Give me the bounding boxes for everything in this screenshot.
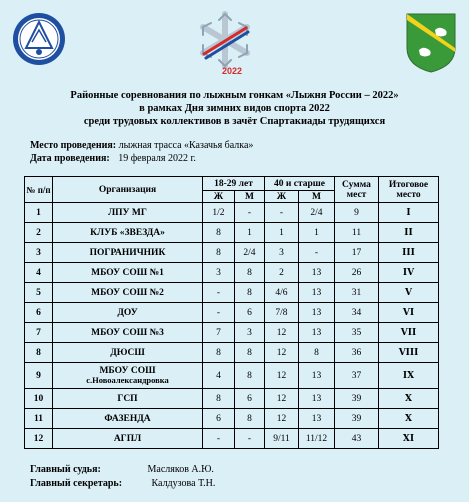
row-number: 1 — [25, 203, 53, 223]
row-men-40-plus: 13 — [299, 283, 335, 303]
row-final-place: X — [379, 389, 439, 409]
row-organization: МБОУ СОШ №2 — [53, 283, 203, 303]
table-row — [25, 243, 439, 263]
row-women-18-29: 8 — [203, 223, 235, 243]
row-women-18-29: - — [203, 283, 235, 303]
row-men-40-plus: 11/12 — [299, 429, 335, 449]
row-organization: ДОУ — [53, 303, 203, 323]
row-sum: 17 — [335, 243, 379, 263]
venue-value: лыжная трасса «Казачья балка» — [118, 140, 254, 151]
row-men-40-plus: - — [299, 243, 335, 263]
row-number: 8 — [25, 343, 53, 363]
row-sum: 37 — [335, 363, 379, 389]
header-men-2: М — [299, 191, 335, 203]
row-number: 6 — [25, 303, 53, 323]
chief-judge-label: Главный судья: — [30, 464, 101, 475]
header-line-3: среди трудовых коллективов в зачёт Спартакиады трудящихся — [83, 116, 386, 127]
row-women-40-plus: 12 — [265, 343, 299, 363]
row-number: 4 — [25, 263, 53, 283]
row-sum: 26 — [335, 263, 379, 283]
row-women-18-29: 8 — [203, 343, 235, 363]
header-final-place: Итоговое место — [379, 177, 439, 203]
row-organization: ФАЗЕНДА — [53, 409, 203, 429]
row-organization: ПОГРАНИЧНИК — [53, 243, 203, 263]
chief-secretary-label: Главный секретарь: — [30, 478, 123, 489]
header-line-1: Районные соревнования по лыжным гонкам «Лыжня России – 2022» — [70, 90, 399, 101]
table-row — [25, 303, 439, 323]
row-final-place: VIII — [379, 343, 439, 363]
venue-info — [30, 140, 253, 152]
row-men-18-29: - — [235, 203, 265, 223]
row-men-40-plus: 1 — [299, 223, 335, 243]
row-men-18-29: 2/4 — [235, 243, 265, 263]
row-women-18-29: 8 — [203, 243, 235, 263]
row-men-18-29: - — [235, 429, 265, 449]
row-women-18-29: 7 — [203, 323, 235, 343]
row-organization: ЛПУ МГ — [53, 203, 203, 223]
row-number: 10 — [25, 389, 53, 409]
header-age-40-plus: 40 и старше — [265, 177, 335, 191]
row-number: 7 — [25, 323, 53, 343]
row-men-18-29: 8 — [235, 283, 265, 303]
row-women-18-29: 4 — [203, 363, 235, 389]
center-logo-year: 2022 — [221, 66, 243, 76]
row-number: 5 — [25, 283, 53, 303]
header-men-1: М — [235, 191, 265, 203]
row-women-18-29: - — [203, 429, 235, 449]
date-label: Дата проведения: — [30, 153, 110, 164]
chief-judge — [30, 464, 214, 476]
row-women-18-29: 3 — [203, 263, 235, 283]
row-final-place: IV — [379, 263, 439, 283]
row-final-place: XI — [379, 429, 439, 449]
row-final-place: X — [379, 409, 439, 429]
row-organization: АГПЛ — [53, 429, 203, 449]
row-women-18-29: 1/2 — [203, 203, 235, 223]
table-row — [25, 223, 439, 243]
row-final-place: VI — [379, 303, 439, 323]
table-row — [25, 409, 439, 429]
chief-secretary — [30, 478, 215, 490]
row-men-18-29: 8 — [235, 409, 265, 429]
row-women-18-29: 6 — [203, 409, 235, 429]
row-number: 12 — [25, 429, 53, 449]
row-sum: 9 — [335, 203, 379, 223]
row-men-40-plus: 13 — [299, 389, 335, 409]
row-women-40-plus: 1 — [265, 223, 299, 243]
row-women-40-plus: 4/6 — [265, 283, 299, 303]
coat-of-arms-logo — [405, 12, 457, 74]
row-sum: 35 — [335, 323, 379, 343]
chief-judge-name: Масляков А.Ю. — [147, 464, 214, 475]
row-women-40-plus: - — [265, 203, 299, 223]
row-organization: МБОУ СОШ №3 — [53, 323, 203, 343]
row-women-40-plus: 7/8 — [265, 303, 299, 323]
table-row — [25, 389, 439, 409]
row-organization: ДЮСШ — [53, 343, 203, 363]
row-women-40-plus: 9/11 — [265, 429, 299, 449]
row-men-40-plus: 13 — [299, 409, 335, 429]
table-row — [25, 203, 439, 223]
row-organization-location: с.Новоалександровка — [86, 375, 169, 385]
table-row — [25, 363, 439, 389]
header-age-18-29: 18-29 лет — [203, 177, 265, 191]
row-men-40-plus: 13 — [299, 363, 335, 389]
row-men-18-29: 1 — [235, 223, 265, 243]
sports-emblem-logo — [12, 12, 66, 66]
row-men-18-29: 6 — [235, 303, 265, 323]
row-number: 11 — [25, 409, 53, 429]
chief-secretary-name: Калдузова Т.Н. — [151, 478, 216, 489]
header-women-2: Ж — [265, 191, 299, 203]
row-number: 3 — [25, 243, 53, 263]
row-women-18-29: 8 — [203, 389, 235, 409]
row-sum: 34 — [335, 303, 379, 323]
row-men-18-29: 8 — [235, 263, 265, 283]
venue-label: Место проведения: — [30, 140, 117, 151]
row-number: 9 — [25, 363, 53, 389]
row-men-40-plus: 13 — [299, 263, 335, 283]
row-organization: МБОУ СОШ с.Новоалександровка — [53, 363, 203, 389]
row-women-40-plus: 2 — [265, 263, 299, 283]
row-men-18-29: 3 — [235, 323, 265, 343]
row-women-40-plus: 12 — [265, 363, 299, 389]
date-value: 19 февраля 2022 г. — [118, 153, 196, 164]
row-sum: 31 — [335, 283, 379, 303]
header-number: № п/п — [25, 177, 53, 203]
header-sum: Сумма мест — [335, 177, 379, 203]
table-row — [25, 263, 439, 283]
header-organization: Организация — [53, 177, 203, 203]
row-men-40-plus: 13 — [299, 303, 335, 323]
row-final-place: IX — [379, 363, 439, 389]
results-table — [24, 176, 439, 449]
row-men-18-29: 8 — [235, 363, 265, 389]
row-final-place: I — [379, 203, 439, 223]
row-final-place: VII — [379, 323, 439, 343]
row-women-40-plus: 12 — [265, 389, 299, 409]
date-info — [30, 153, 196, 165]
header-line-2: в рамках Дня зимних видов спорта 2022 — [139, 103, 330, 114]
row-organization: КЛУБ «ЗВЕЗДА» — [53, 223, 203, 243]
row-sum: 36 — [335, 343, 379, 363]
header-women-1: Ж — [203, 191, 235, 203]
row-sum: 11 — [335, 223, 379, 243]
row-women-40-plus: 12 — [265, 409, 299, 429]
row-men-18-29: 6 — [235, 389, 265, 409]
row-men-18-29: 8 — [235, 343, 265, 363]
row-number: 2 — [25, 223, 53, 243]
row-women-40-plus: 12 — [265, 323, 299, 343]
row-sum: 39 — [335, 409, 379, 429]
row-sum: 39 — [335, 389, 379, 409]
row-final-place: V — [379, 283, 439, 303]
row-organization: ГСП — [53, 389, 203, 409]
row-women-18-29: - — [203, 303, 235, 323]
row-final-place: II — [379, 223, 439, 243]
snowflake-logo — [192, 8, 258, 78]
table-row — [25, 429, 439, 449]
row-men-40-plus: 8 — [299, 343, 335, 363]
row-organization: МБОУ СОШ №1 — [53, 263, 203, 283]
row-men-40-plus: 13 — [299, 323, 335, 343]
row-final-place: III — [379, 243, 439, 263]
table-row — [25, 343, 439, 363]
row-sum: 43 — [335, 429, 379, 449]
row-men-40-plus: 2/4 — [299, 203, 335, 223]
table-row — [25, 283, 439, 303]
row-women-40-plus: 3 — [265, 243, 299, 263]
table-row — [25, 323, 439, 343]
